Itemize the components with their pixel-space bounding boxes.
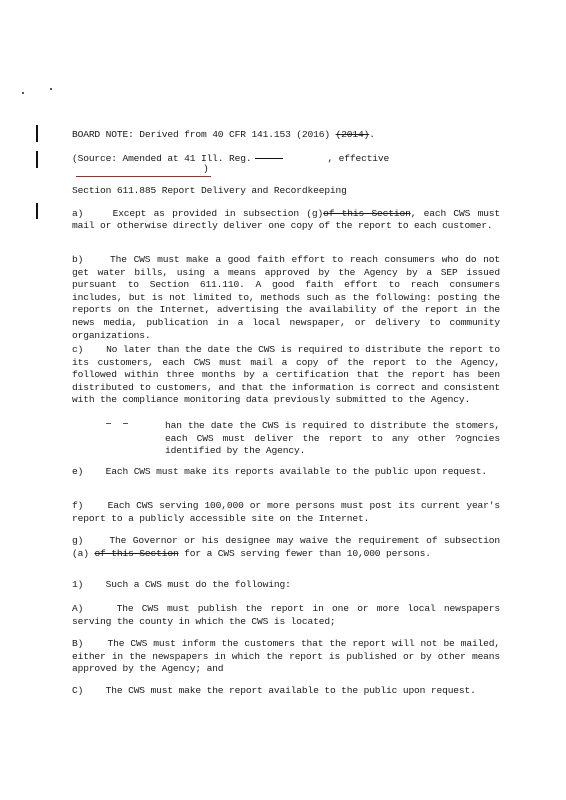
source-blank [255,158,283,159]
board-note-end: . [369,129,375,140]
paragraph-g1a: A) The CWS must publish the report in one or more local newspapers serving the county in which the CWS is located; [72,603,500,627]
marker-g1: 1) [72,579,84,590]
marker-a: a) [72,208,84,219]
board-note-text: Derived from 40 CFR 141.153 (2016) [139,129,330,140]
paragraph-g1: 1) Such a CWS must do the following: [72,579,291,590]
board-note-struck: (2014) [335,129,370,140]
scan-speck [50,88,52,90]
paragraph-g1c: C) The CWS must make the report available to the public upon request. [72,685,476,696]
marker-g1b: B) [72,638,84,649]
source-text: Amended at 41 Ill. Reg. [122,153,252,164]
scan-speck [106,423,111,424]
marker-f: f) [72,500,84,511]
marker-g1c: C) [72,685,84,696]
marker-g1a: A) [72,603,84,614]
paragraph-f: f) Each CWS serving 100,000 or more persons must post its current year's report to a publicly accessible site on the Internet. [72,500,500,524]
paragraph-c: c) No later than the date the CWS is required to distribute the report to its customers, each CWS must mail a copy of the report to the Agency, followed within three months by a certification that the report has been distributed to customers, and that the information is correct and consistent with the compliance monitoring data previously submitted to the Agency. [72,344,500,406]
source-close: ) [203,163,209,174]
marker-g: g) [72,535,84,546]
paragraph-e: e) Each CWS must make its reports available to the public upon request. [72,466,487,477]
scan-speck [123,423,128,424]
section-heading: Section 611.885 Report Delivery and Recordkeeping [72,185,347,196]
board-note [72,129,375,141]
paragraph-g1b: B) The CWS must inform the customers that the report will not be mailed, either in the newspapers in which the report is published or by other means approved by the Agency; and [72,638,500,675]
paragraph-d: han the date the CWS is required to distribute the stomers, each CWS must deliver the report to any other ?ogncies identified by the Agency. [165,420,500,457]
change-bar [36,203,38,219]
paragraph-g: g) The Governor or his designee may waive the requirement of subsection (a) of this Section for a CWS serving fewer than 10,000 persons. [72,535,500,559]
paragraph-b: b) The CWS must make a good faith effort to reach consumers who do not get water bills, using a means approved by the Agency by a SEP issued pursuant to Section 611.110. A good faith effort to reach consumers includes, but is not limited to, methods such as the following: posting the reports on the Internet, advertising the availability of the report in the news media, publication in a local newspaper, or delivery to community organizations. [72,254,500,341]
paragraph-a: a) Except as provided in subsection (g)of this Section, each CWS must mail or otherwise directly deliver one copy of the report to each customer. [72,208,501,232]
source-underline [76,176,211,177]
marker-b: b) [72,254,84,265]
change-bar [36,151,38,168]
source-effective: , effective [327,153,390,164]
marker-e: e) [72,466,84,477]
marker-c: c) [72,344,84,355]
board-note-label: BOARD NOTE: [72,129,134,140]
source-line [72,153,389,165]
source-label: (Source: [72,153,117,164]
scan-speck [22,92,24,94]
change-bar [36,125,38,142]
